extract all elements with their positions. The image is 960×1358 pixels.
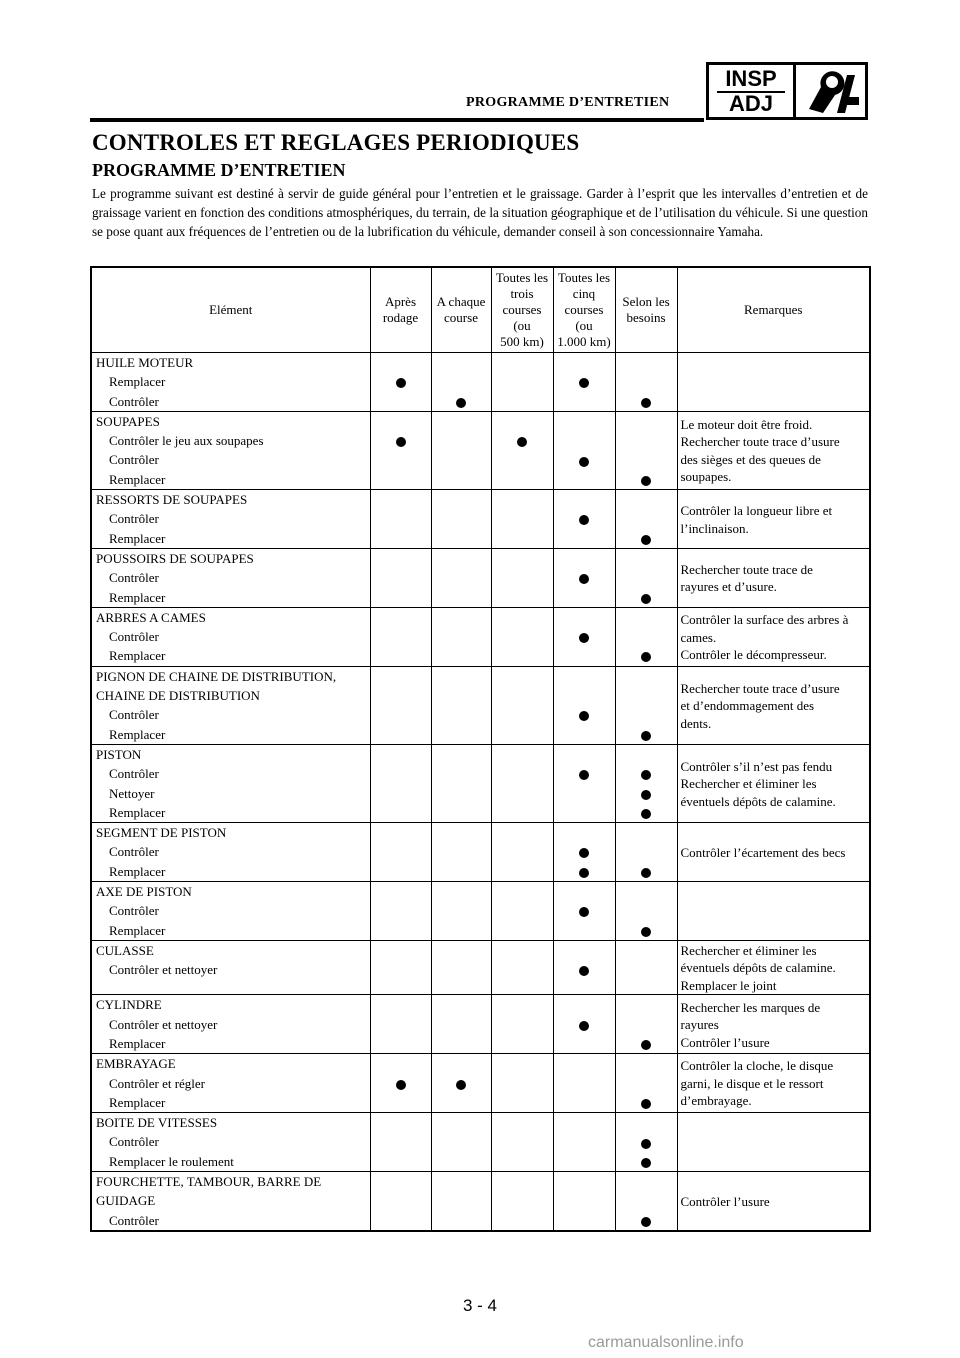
remarks-cell — [677, 411, 870, 489]
interval-cell — [370, 995, 431, 1054]
header-line: (ou — [513, 318, 531, 333]
table-row — [91, 1113, 870, 1172]
interval-cell — [615, 823, 677, 882]
badge-insp-label: INSP — [725, 66, 777, 91]
interval-cell — [431, 940, 491, 995]
interval-cell — [370, 490, 431, 549]
maintenance-table — [90, 266, 871, 1232]
interval-cell — [431, 823, 491, 882]
table-row — [91, 411, 870, 489]
interval-cell — [370, 940, 431, 995]
page-title: CONTROLES ET REGLAGES PERIODIQUES — [92, 130, 580, 155]
interval-cell — [491, 490, 553, 549]
element-cell — [91, 1172, 370, 1231]
remark-line: dents. — [680, 715, 712, 731]
header-line: trois — [510, 286, 534, 301]
bullet-mark — [579, 633, 589, 643]
header-line: Après — [384, 294, 417, 309]
element-task: Contrôler et régler — [109, 1075, 206, 1091]
interval-cell — [431, 744, 491, 822]
element-category: PIGNON DE CHAINE DE DISTRIBUTION, — [96, 668, 337, 684]
header-line: Toutes les — [557, 270, 611, 285]
interval-cell — [491, 1054, 553, 1113]
interval-cell — [615, 490, 677, 549]
remarks-cell — [677, 666, 870, 744]
table-row — [91, 995, 870, 1054]
element-category: HUILE MOTEUR — [96, 355, 194, 370]
header-element: Elément — [91, 267, 370, 353]
remark-line: Contrôler la cloche, le disque — [680, 1058, 834, 1074]
remarks-cell — [677, 1172, 870, 1231]
interval-cell — [491, 744, 553, 822]
interval-cell — [491, 1113, 553, 1172]
element-cell — [91, 607, 370, 666]
header-chaque-course — [431, 267, 491, 353]
element-cell — [91, 548, 370, 607]
bullet-mark — [579, 907, 589, 917]
table-row — [91, 823, 870, 882]
element-task: Remplacer — [109, 648, 166, 664]
remark-line: d’embrayage. — [680, 1093, 752, 1109]
bullet-mark — [641, 1040, 651, 1050]
bullet-mark — [641, 1217, 651, 1227]
header-line: Toutes les — [495, 270, 549, 285]
header-apres-rodage — [370, 267, 431, 353]
header-selon-besoins — [615, 267, 677, 353]
header-rule — [90, 118, 704, 122]
element-task: Remplacer — [109, 863, 166, 879]
table-row — [91, 744, 870, 822]
interval-cell — [370, 882, 431, 941]
interval-cell — [491, 940, 553, 995]
interval-cell — [615, 882, 677, 941]
element-cell — [91, 353, 370, 412]
bullet-mark — [641, 809, 651, 819]
watermark: carmanualsonline.info — [588, 1334, 744, 1351]
bullet-mark — [641, 790, 651, 800]
interval-cell — [431, 548, 491, 607]
interval-cell — [615, 744, 677, 822]
element-category: CYLINDRE — [96, 997, 162, 1013]
interval-cell — [553, 411, 615, 489]
interval-cell — [491, 411, 553, 489]
element-cell — [91, 666, 370, 744]
remark-line: cames. — [680, 629, 717, 645]
remark-line: Rechercher toute trace d’usure — [680, 434, 840, 450]
element-category: RESSORTS DE SOUPAPES — [96, 492, 248, 508]
remark-line: Rechercher toute trace de — [680, 561, 813, 577]
interval-cell — [615, 1113, 677, 1172]
table-row — [91, 1054, 870, 1113]
interval-cell — [553, 995, 615, 1054]
bullet-mark — [579, 966, 589, 976]
element-task: Remplacer — [109, 922, 166, 938]
interval-cell — [553, 548, 615, 607]
element-cell — [91, 940, 370, 995]
interval-cell — [370, 1172, 431, 1231]
element-task: Contrôler — [109, 766, 159, 782]
interval-cell — [431, 1113, 491, 1172]
remark-line: Contrôler la surface des arbres à — [680, 612, 849, 628]
element-category: CULASSE — [96, 942, 154, 958]
bullet-mark — [456, 1080, 466, 1090]
interval-cell — [615, 607, 677, 666]
interval-cell — [615, 548, 677, 607]
element-category: ARBRES A CAMES — [96, 609, 206, 625]
bullet-mark — [579, 770, 589, 780]
remark-line: Contrôler s’il n’est pas fendu — [680, 758, 833, 774]
header-line: 1.000 km) — [557, 334, 611, 349]
interval-cell — [553, 940, 615, 995]
remarks-cell — [677, 1113, 870, 1172]
interval-cell — [491, 1172, 553, 1231]
remark-line: des sièges et des queues de — [680, 451, 821, 467]
remark-line: Contrôler la longueur libre et — [680, 503, 833, 519]
bullet-mark — [456, 398, 466, 408]
header-line: rodage — [382, 310, 419, 325]
header-line: (ou — [575, 318, 593, 333]
table-row — [91, 353, 870, 412]
interval-cell — [431, 666, 491, 744]
interval-cell — [491, 823, 553, 882]
header-trois-courses — [491, 267, 553, 353]
interval-cell — [553, 607, 615, 666]
element-category: FOURCHETTE, TAMBOUR, BARRE DE — [96, 1174, 322, 1190]
interval-cell — [615, 1172, 677, 1231]
remark-line: Remplacer le joint — [680, 977, 777, 993]
element-task: Contrôler — [109, 629, 159, 645]
interval-cell — [431, 411, 491, 489]
element-task: Remplacer — [109, 804, 166, 820]
bullet-mark — [579, 457, 589, 467]
remark-line: Rechercher toute trace d’usure — [680, 680, 840, 696]
element-cell — [91, 411, 370, 489]
remark-line: Rechercher les marques de — [680, 999, 821, 1015]
interval-cell — [491, 882, 553, 941]
element-category: EMBRAYAGE — [96, 1056, 176, 1072]
header-line: courses — [564, 302, 604, 317]
remarks-cell — [677, 823, 870, 882]
interval-cell — [370, 744, 431, 822]
interval-cell — [431, 490, 491, 549]
table-header-row — [91, 267, 870, 353]
bullet-mark — [641, 1158, 651, 1168]
interval-cell — [491, 607, 553, 666]
page-subtitle: PROGRAMME D’ENTRETIEN — [92, 160, 346, 180]
remarks-cell — [677, 744, 870, 822]
bullet-mark — [641, 398, 651, 408]
header-line: 500 km) — [500, 334, 544, 349]
interval-cell — [431, 607, 491, 666]
header-line: course — [444, 310, 478, 325]
insp-adj-badge — [706, 62, 868, 120]
interval-cell — [370, 411, 431, 489]
table-row — [91, 1172, 870, 1231]
element-task: Remplacer — [109, 530, 166, 546]
remark-line: éventuels dépôts de calamine. — [680, 793, 836, 809]
remarks-cell — [677, 607, 870, 666]
interval-cell — [553, 882, 615, 941]
table-body — [91, 353, 870, 1231]
element-cell — [91, 823, 370, 882]
table-row — [91, 940, 870, 995]
intro-paragraph: Le programme suivant est destiné à servir de guide général pour l’entretien et le graissage. Garder à l’esprit que les intervalles d’entretien et de graissage varient en fonction des conditions atmosphériques, du terrain, de la situation géographique et de l’utilisation du véhicule. Si une question se pose quant aux fréquences de l’entretien ou de la lubrification du véhicule, demander conseil à son concessionnaire Yamaha. — [92, 186, 868, 239]
bullet-mark — [579, 1021, 589, 1031]
interval-cell — [370, 666, 431, 744]
bullet-mark — [517, 437, 527, 447]
remark-line: Contrôler le décompresseur. — [680, 647, 827, 663]
bullet-mark — [641, 770, 651, 780]
bullet-mark — [579, 868, 589, 878]
remark-line: rayures — [680, 1017, 719, 1033]
interval-cell — [553, 823, 615, 882]
element-task: Contrôler — [109, 1134, 159, 1150]
remark-line: Contrôler l’usure — [680, 1034, 770, 1050]
remark-line: soupapes. — [680, 469, 732, 485]
remark-line: Rechercher et éliminer les — [680, 942, 817, 958]
remarks-cell — [677, 548, 870, 607]
element-task: Contrôler — [109, 393, 159, 409]
element-task: Remplacer — [109, 1094, 166, 1110]
remarks-cell — [677, 353, 870, 412]
bullet-mark — [579, 574, 589, 584]
bullet-mark — [579, 848, 589, 858]
element-task: Contrôler le jeu aux soupapes — [109, 433, 264, 449]
bullet-mark — [579, 515, 589, 525]
interval-cell — [370, 823, 431, 882]
interval-cell — [553, 744, 615, 822]
bullet-mark — [579, 378, 589, 388]
interval-cell — [491, 666, 553, 744]
element-task: Contrôler — [109, 707, 159, 723]
element-category: BOITE DE VITESSES — [96, 1115, 218, 1131]
interval-cell — [370, 1113, 431, 1172]
remark-line: Contrôler l’usure — [680, 1193, 770, 1209]
remark-line: Rechercher et éliminer les — [680, 776, 817, 792]
bullet-mark — [641, 927, 651, 937]
bullet-mark — [641, 535, 651, 545]
table-row — [91, 666, 870, 744]
interval-cell — [491, 353, 553, 412]
header-remarques: Remarques — [677, 267, 870, 353]
interval-cell — [553, 1054, 615, 1113]
element-category: POUSSOIRS DE SOUPAPES — [96, 550, 254, 566]
wrench-icon — [803, 69, 861, 115]
bullet-mark — [641, 1139, 651, 1149]
interval-cell — [431, 995, 491, 1054]
interval-cell — [370, 353, 431, 412]
element-task: Contrôler — [109, 903, 159, 919]
interval-cell — [615, 353, 677, 412]
element-task: Contrôler — [109, 511, 159, 527]
element-task: Contrôler et nettoyer — [109, 962, 218, 978]
element-category: PISTON — [96, 746, 142, 762]
bullet-mark — [579, 711, 589, 721]
interval-cell — [615, 411, 677, 489]
element-cell — [91, 882, 370, 941]
element-category: CHAINE DE DISTRIBUTION — [96, 688, 260, 704]
interval-cell — [431, 1172, 491, 1231]
table-row — [91, 548, 870, 607]
element-task: Remplacer le roulement — [109, 1153, 234, 1169]
element-task: Remplacer — [109, 1036, 166, 1051]
element-category: SOUPAPES — [96, 413, 160, 429]
interval-cell — [615, 1054, 677, 1113]
interval-cell — [553, 353, 615, 412]
header-cinq-courses — [553, 267, 615, 353]
interval-cell — [370, 607, 431, 666]
interval-cell — [615, 940, 677, 995]
page-number: 3 - 4 — [462, 1296, 498, 1315]
header-line: Selon les — [622, 294, 670, 309]
interval-cell — [553, 490, 615, 549]
remark-line: Le moteur doit être froid. — [680, 416, 813, 432]
element-task: Remplacer — [109, 589, 166, 605]
header-line: besoins — [626, 310, 666, 325]
bullet-mark — [641, 652, 651, 662]
interval-cell — [491, 548, 553, 607]
interval-cell — [431, 353, 491, 412]
interval-cell — [553, 1172, 615, 1231]
interval-cell — [370, 548, 431, 607]
remark-line: éventuels dépôts de calamine. — [680, 960, 836, 976]
interval-cell — [491, 995, 553, 1054]
bullet-mark — [641, 731, 651, 741]
bullet-mark — [396, 378, 406, 388]
element-category: AXE DE PISTON — [96, 884, 192, 900]
element-task: Remplacer — [109, 471, 166, 487]
interval-cell — [370, 1054, 431, 1113]
element-cell — [91, 995, 370, 1054]
element-task: Contrôler — [109, 1212, 159, 1228]
element-task: Remplacer — [109, 726, 166, 742]
table-row — [91, 882, 870, 941]
element-category: SEGMENT DE PISTON — [96, 825, 227, 841]
element-cell — [91, 1113, 370, 1172]
section-header-title: PROGRAMME D’ENTRETIEN — [466, 95, 670, 110]
bullet-mark — [641, 476, 651, 486]
table-row — [91, 490, 870, 549]
remark-line: Contrôler l’écartement des becs — [680, 844, 846, 860]
remark-line: et d’endommagement des — [680, 698, 815, 714]
element-category: GUIDAGE — [96, 1193, 156, 1209]
interval-cell — [431, 882, 491, 941]
interval-cell — [553, 666, 615, 744]
bullet-mark — [641, 868, 651, 878]
remarks-cell — [677, 1054, 870, 1113]
header-line: courses — [502, 302, 542, 317]
header-line: A chaque — [436, 294, 486, 309]
remarks-cell — [677, 490, 870, 549]
element-task: Contrôler — [109, 570, 159, 586]
interval-cell — [431, 1054, 491, 1113]
element-task: Nettoyer — [109, 785, 155, 801]
header-line: cinq — [572, 286, 596, 301]
bullet-mark — [641, 594, 651, 604]
element-cell — [91, 490, 370, 549]
interval-cell — [553, 1113, 615, 1172]
element-task: Remplacer — [109, 374, 166, 390]
element-task: Contrôler — [109, 452, 159, 468]
remarks-cell — [677, 882, 870, 941]
remarks-cell — [677, 995, 870, 1054]
interval-cell — [615, 666, 677, 744]
bullet-mark — [396, 437, 406, 447]
element-cell — [91, 1054, 370, 1113]
bullet-mark — [641, 1099, 651, 1109]
remarks-cell — [677, 940, 870, 995]
bullet-mark — [396, 1080, 406, 1090]
remark-line: l’inclinaison. — [680, 520, 749, 536]
remark-line: rayures et d’usure. — [680, 579, 777, 595]
badge-adj-label: ADJ — [728, 91, 773, 116]
interval-cell — [615, 995, 677, 1054]
element-task: Contrôler — [109, 844, 159, 860]
element-cell — [91, 744, 370, 822]
element-task: Contrôler et nettoyer — [109, 1016, 218, 1032]
table-row — [91, 607, 870, 666]
remark-line: garni, le disque et le ressort — [680, 1075, 824, 1091]
